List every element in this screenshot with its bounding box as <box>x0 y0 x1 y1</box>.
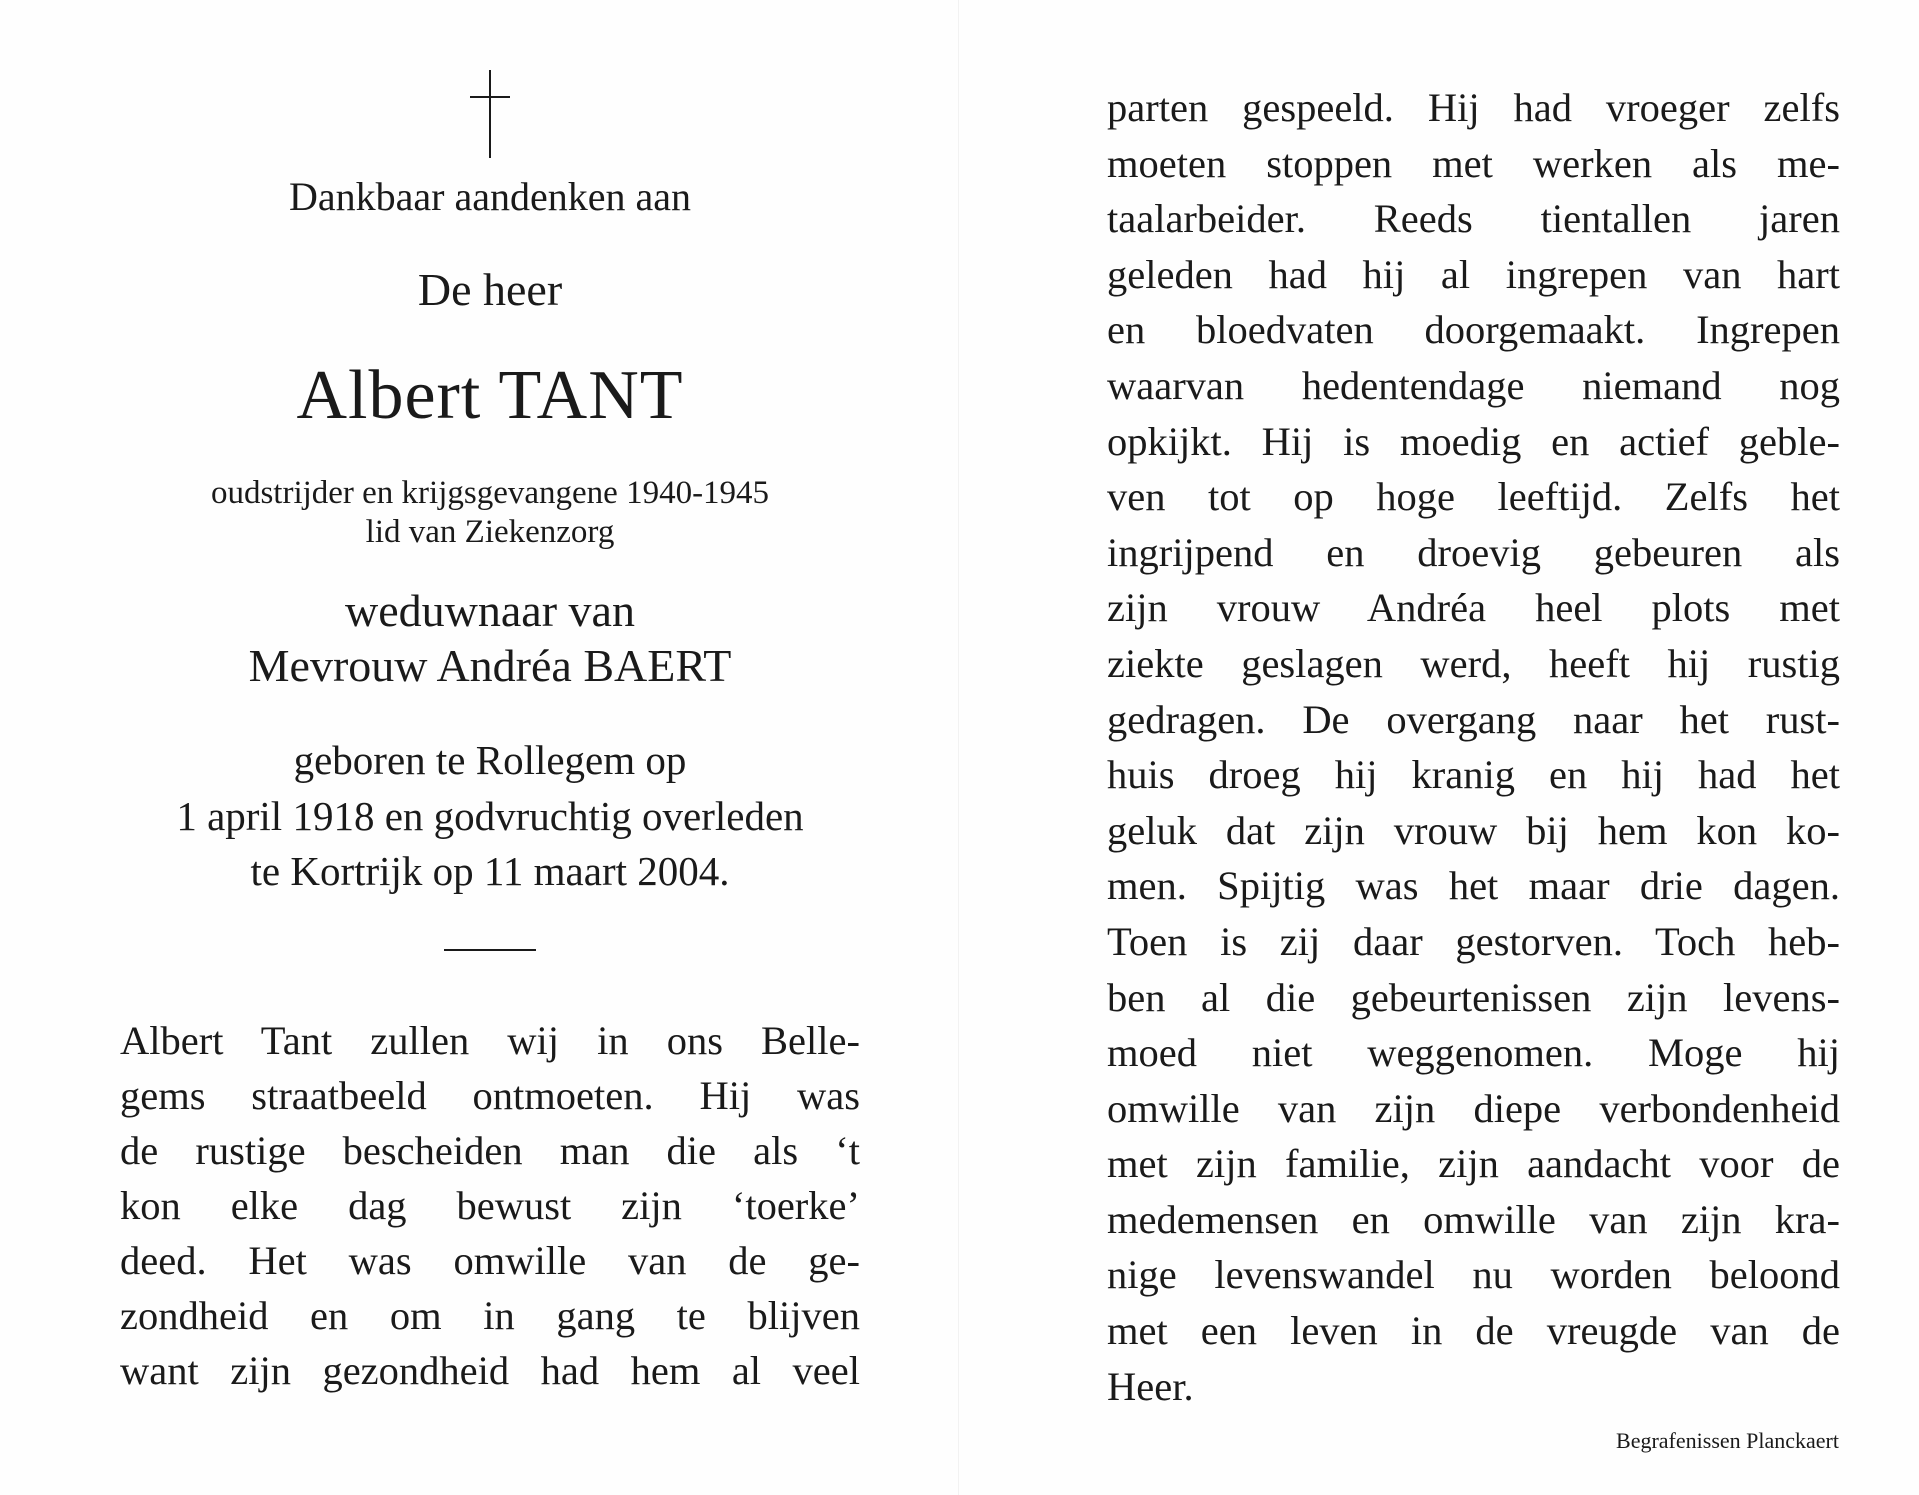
eulogy-line: nige levenswandel nu worden beloond <box>1107 1252 1840 1298</box>
divider <box>444 949 536 951</box>
eulogy-line: gedragen. De overgang naar het rust- <box>1107 696 1840 742</box>
widower-line: weduwnaar van <box>345 585 635 637</box>
widower-of <box>120 583 860 693</box>
eulogy-line: huis droeg hij kranig en hij had het <box>1107 752 1840 798</box>
eulogy-line: Toen is zij daar gestorven. Toch heb- <box>1107 918 1840 964</box>
undertaker-credit: Begrafenissen Planckaert <box>1616 1428 1839 1453</box>
deceased-name: Albert TANT <box>296 356 684 434</box>
eulogy-line: parten gespeeld. Hij had vroeger zelfs <box>1107 85 1840 130</box>
eulogy-line: ingrijpend en droevig gebeuren als <box>1107 529 1840 575</box>
eulogy-left <box>120 1013 860 1398</box>
eulogy-line: Albert Tant zullen wij in ons Belle- <box>120 1018 860 1064</box>
eulogy-line: omwille van zijn diepe verbondenheid <box>1107 1085 1840 1131</box>
eulogy-right <box>1107 80 1840 1414</box>
eulogy-line: ziekte geslagen werd, heeft hij rustig <box>1107 640 1840 686</box>
eulogy-line: ven tot op hoge leeftijd. Zelfs het <box>1107 474 1840 520</box>
fold-line <box>958 0 959 1495</box>
intro-text: Dankbaar aandenken aan <box>289 174 691 219</box>
roles <box>120 474 860 553</box>
eulogy-line: deed. Het was omwille van de ge- <box>120 1238 860 1284</box>
date-line: 1 april 1918 en godvruchtig overleden <box>176 792 804 839</box>
date-line: geboren te Rollegem op <box>293 737 687 784</box>
date-line: te Kortrijk op 11 maart 2004. <box>250 848 730 895</box>
eulogy-line: kon elke dag bewust zijn ‘toerke’ <box>120 1183 860 1229</box>
honorific: De heer <box>417 264 563 315</box>
eulogy-line: met zijn familie, zijn aandacht voor de <box>1107 1141 1840 1187</box>
eulogy-line: opkijkt. Hij is moedig en actief geble- <box>1107 418 1840 464</box>
birth-death-dates <box>120 733 860 899</box>
eulogy-line: moeten stoppen met werken als me- <box>1107 140 1840 186</box>
eulogy-line: medemensen en omwille van zijn kra- <box>1107 1196 1840 1242</box>
eulogy-line: en bloedvaten doorgemaakt. Ingrepen <box>1107 307 1840 353</box>
eulogy-line: zondheid en om in gang te blijven <box>120 1293 860 1339</box>
role-line: lid van Ziekenzorg <box>365 514 615 551</box>
role-line: oudstrijder en krijgsgevangene 1940-1945 <box>210 474 770 511</box>
eulogy-line: men. Spijtig was het maar drie dagen. <box>1107 863 1840 909</box>
spouse-name: Mevrouw Andréa BAERT <box>248 640 732 692</box>
eulogy-line: zijn vrouw Andréa heel plots met <box>1107 585 1840 631</box>
eulogy-line: gems straatbeeld ontmoeten. Hij was <box>120 1073 860 1119</box>
eulogy-line: geleden had hij al ingrepen van hart <box>1107 251 1840 297</box>
eulogy-line: de rustige bescheiden man die als ‘t <box>120 1128 860 1174</box>
cross-icon <box>460 70 520 160</box>
eulogy-line: waarvan hedentendage niemand nog <box>1107 362 1840 408</box>
left-panel <box>120 70 860 1398</box>
eulogy-line: taalarbeider. Reeds tientallen jaren <box>1107 196 1840 242</box>
eulogy-line: met een leven in de vreugde van de <box>1107 1308 1840 1354</box>
eulogy-line: want zijn gezondheid had hem al veel <box>120 1348 860 1394</box>
eulogy-line: ben al die gebeurtenissen zijn levens- <box>1107 974 1840 1020</box>
eulogy-line: Heer. <box>1107 1363 1194 1409</box>
eulogy-line: geluk dat zijn vrouw bij hem kon ko- <box>1107 807 1840 853</box>
eulogy-line: moed niet weggenomen. Moge hij <box>1107 1030 1840 1076</box>
